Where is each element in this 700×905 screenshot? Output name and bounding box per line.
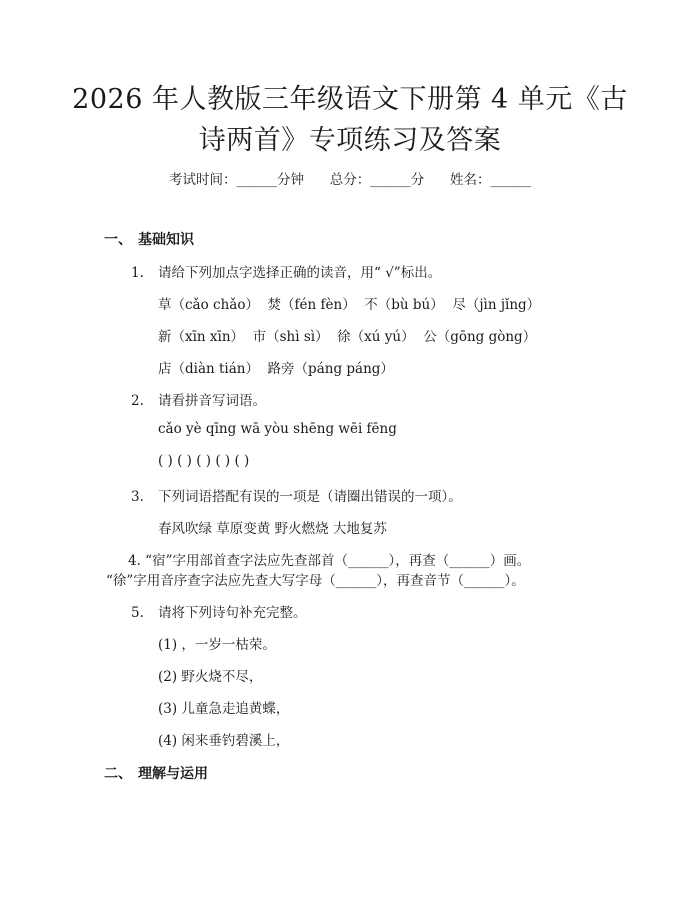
section-1-number: 一、 — [104, 232, 132, 248]
question-5-line-1: (1) ，一岁一枯荣。 — [158, 637, 276, 653]
question-5 — [131, 601, 307, 621]
question-3-number: 3. — [131, 489, 144, 505]
question-5-line-2: (2) 野火烧不尽， — [158, 669, 263, 685]
question-5-text: 请将下列诗句补充完整。 — [158, 605, 307, 621]
question-5-number: 5. — [131, 605, 144, 621]
question-3 — [131, 485, 462, 505]
question-1-text: 请给下列加点字选择正确的读音，用“ √”标出。 — [158, 265, 442, 281]
section-2-title: 理解与运用 — [138, 766, 208, 782]
question-1 — [131, 261, 441, 281]
question-2-text: 请看拼音写词语。 — [158, 393, 266, 409]
question-2-number: 2. — [131, 393, 144, 409]
page-title-line-1: 2026 年人教版三年级语文下册第 4 单元《古 — [72, 84, 628, 115]
question-3-options: 春风吹绿 草原变黄 野火燃烧 大地复苏 — [158, 521, 387, 537]
question-4-line-1: 4. “宿”字用部首查字法应先查部首（______），再查（______）画。 — [128, 553, 531, 569]
question-5-line-4: (4) 闲来垂钓碧溪上， — [158, 733, 290, 749]
question-2-blanks: ( ) ( ) ( ) ( ) ( ) — [158, 453, 250, 469]
section-2-heading — [104, 763, 208, 783]
question-5-line-3: (3) 儿童急走追黄蝶， — [158, 701, 290, 717]
section-1-heading — [104, 229, 194, 249]
section-1-title: 基础知识 — [138, 232, 194, 248]
question-1-line-3: 店（diàn tián） 路旁（páng páng） — [158, 361, 394, 377]
question-4-line-2: “徐”字用音序查字法应先查大写字母（______），再查音节（______）。 — [106, 573, 525, 589]
question-2-pinyin: cǎo yè qīng wā yòu shēng wēi fēng — [158, 421, 397, 437]
question-1-line-1: 草（cǎo chǎo） 焚（fén fèn） 不（bù bú） 尽（jìn jǐng） — [158, 297, 541, 313]
page-title-line-2: 诗两首》专项练习及答案 — [198, 125, 502, 156]
question-2 — [131, 389, 266, 409]
question-1-number: 1. — [131, 265, 144, 281]
exam-info-line: 考试时间：______分钟 总分：______分 姓名：______ — [169, 172, 531, 188]
section-2-number: 二、 — [104, 766, 132, 782]
question-3-text: 下列词语搭配有误的一项是（请圈出错误的一项）。 — [158, 489, 462, 505]
question-1-line-2: 新（xīn xīn） 市（shì sì） 徐（xú yú） 公（gōng gòng） — [158, 329, 537, 345]
